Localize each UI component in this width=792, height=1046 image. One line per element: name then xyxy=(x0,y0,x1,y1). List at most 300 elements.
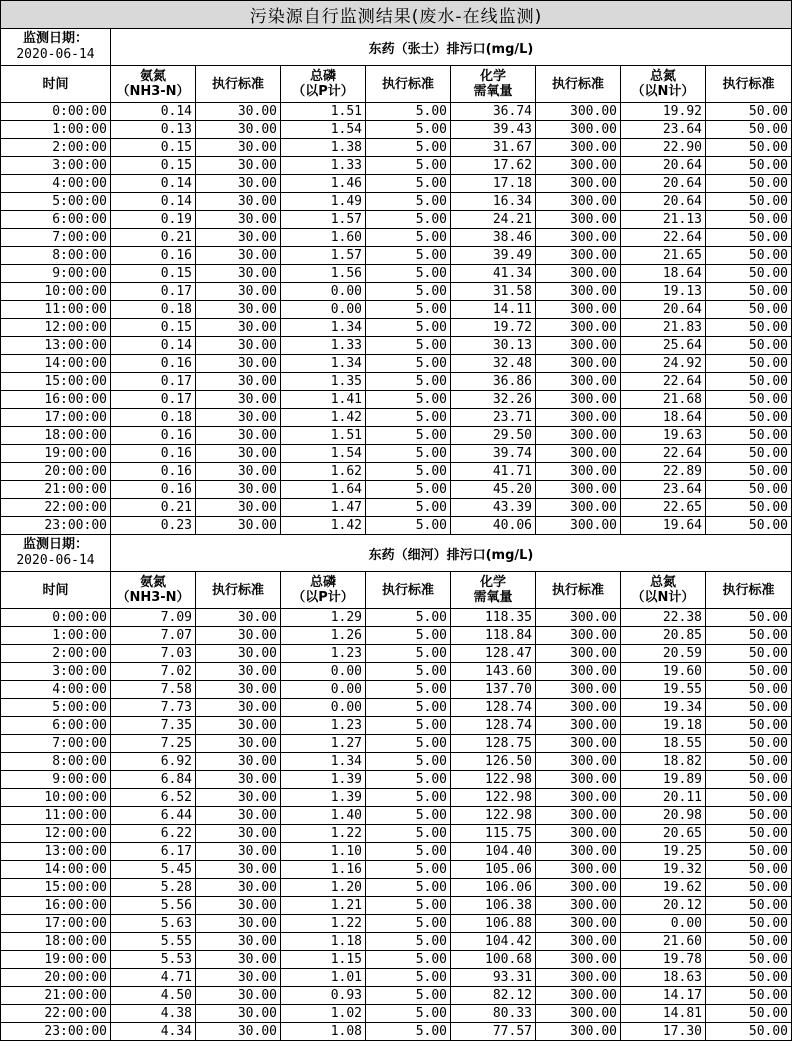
cell-total-phosphorus: 1.22 xyxy=(281,825,366,843)
cell-time: 8:00:00 xyxy=(1,753,111,771)
header-standard-line: 执行标准 xyxy=(381,582,434,598)
cell-ammonia-standard: 30.00 xyxy=(196,717,281,735)
cell-total-phosphorus: 1.51 xyxy=(281,427,366,445)
cell-cod-standard: 300.00 xyxy=(536,879,621,897)
cell-total-phosphorus: 1.22 xyxy=(281,915,366,933)
cell-ammonia-standard: 30.00 xyxy=(196,735,281,753)
cell-total-nitrogen: 23.64 xyxy=(621,121,706,139)
cell-total-phosphorus: 1.54 xyxy=(281,121,366,139)
cell-time: 0:00:00 xyxy=(1,609,111,627)
cell-phosphorus-standard: 5.00 xyxy=(366,879,451,897)
cell-time: 16:00:00 xyxy=(1,391,111,409)
header-standard-line: 执行标准 xyxy=(211,582,264,598)
table-row xyxy=(1,915,792,933)
cell-nitrogen-standard: 50.00 xyxy=(706,879,792,897)
cell-cod-standard: 300.00 xyxy=(536,175,621,193)
cell-phosphorus-standard: 5.00 xyxy=(366,481,451,499)
cell-time: 16:00:00 xyxy=(1,897,111,915)
cell-phosphorus-standard: 5.00 xyxy=(366,1023,451,1041)
header-cod-line: 需氧量 xyxy=(473,590,513,605)
cell-cod-standard: 300.00 xyxy=(536,843,621,861)
cell-ammonia-standard: 30.00 xyxy=(196,139,281,157)
cell-cod-standard: 300.00 xyxy=(536,391,621,409)
cell-ammonia-standard: 30.00 xyxy=(196,337,281,355)
cell-total-nitrogen: 0.00 xyxy=(621,915,706,933)
cell-time: 20:00:00 xyxy=(1,969,111,987)
outlet-name: 东药（细河）排污口(mg/L) xyxy=(111,535,792,572)
cell-cod: 106.06 xyxy=(451,879,536,897)
cell-time: 12:00:00 xyxy=(1,825,111,843)
cell-nitrogen-standard: 50.00 xyxy=(706,175,792,193)
cell-cod: 128.47 xyxy=(451,645,536,663)
table-row xyxy=(1,157,792,175)
cell-nitrogen-standard: 50.00 xyxy=(706,103,792,121)
cell-nitrogen-standard: 50.00 xyxy=(706,735,792,753)
cell-cod-standard: 300.00 xyxy=(536,139,621,157)
cell-ammonia-standard: 30.00 xyxy=(196,481,281,499)
cell-time: 6:00:00 xyxy=(1,211,111,229)
date-label: 监测日期： xyxy=(22,537,88,552)
cell-cod-standard: 300.00 xyxy=(536,301,621,319)
cell-cod: 30.13 xyxy=(451,337,536,355)
cell-nitrogen-standard: 50.00 xyxy=(706,699,792,717)
cell-cod-standard: 300.00 xyxy=(536,771,621,789)
cell-ammonia: 0.13 xyxy=(111,121,196,139)
cell-nitrogen-standard: 50.00 xyxy=(706,807,792,825)
cell-ammonia: 0.19 xyxy=(111,211,196,229)
cell-nitrogen-standard: 50.00 xyxy=(706,265,792,283)
cell-ammonia-standard: 30.00 xyxy=(196,681,281,699)
cell-ammonia: 0.16 xyxy=(111,427,196,445)
cell-total-nitrogen: 19.89 xyxy=(621,771,706,789)
cell-total-phosphorus: 1.57 xyxy=(281,247,366,265)
cell-ammonia: 0.14 xyxy=(111,175,196,193)
cell-nitrogen-standard: 50.00 xyxy=(706,499,792,517)
table-row xyxy=(1,987,792,1005)
header-cod-line: 需氧量 xyxy=(473,84,513,99)
cell-nitrogen-standard: 50.00 xyxy=(706,139,792,157)
table-row xyxy=(1,445,792,463)
cell-cod: 105.06 xyxy=(451,861,536,879)
cell-cod-standard: 300.00 xyxy=(536,409,621,427)
cell-ammonia: 0.18 xyxy=(111,301,196,319)
cell-nitrogen-standard: 50.00 xyxy=(706,229,792,247)
header-total-nitrogen-line: （以N计） xyxy=(631,590,695,605)
cell-total-nitrogen: 20.64 xyxy=(621,301,706,319)
header-ammonia-line: （NH3-N） xyxy=(116,590,190,605)
cell-ammonia-standard: 30.00 xyxy=(196,283,281,301)
cell-ammonia-standard: 30.00 xyxy=(196,265,281,283)
cell-total-phosphorus: 1.34 xyxy=(281,355,366,373)
table-row xyxy=(1,699,792,717)
cell-total-phosphorus: 1.39 xyxy=(281,771,366,789)
cell-total-phosphorus: 1.23 xyxy=(281,717,366,735)
table-row xyxy=(1,771,792,789)
cell-time: 13:00:00 xyxy=(1,843,111,861)
cell-time: 22:00:00 xyxy=(1,1005,111,1023)
cell-ammonia: 5.55 xyxy=(111,933,196,951)
header-ammonia-line: 氨氮 xyxy=(139,69,166,84)
cell-total-nitrogen: 22.38 xyxy=(621,609,706,627)
header-standard-line: 执行标准 xyxy=(381,76,434,92)
cell-nitrogen-standard: 50.00 xyxy=(706,1005,792,1023)
cell-total-phosphorus: 1.41 xyxy=(281,391,366,409)
cell-time: 17:00:00 xyxy=(1,409,111,427)
cell-ammonia: 7.25 xyxy=(111,735,196,753)
cell-nitrogen-standard: 50.00 xyxy=(706,897,792,915)
header-cod-line: 化学 xyxy=(479,69,506,84)
cell-phosphorus-standard: 5.00 xyxy=(366,247,451,265)
cell-total-nitrogen: 19.25 xyxy=(621,843,706,861)
cell-cod: 104.40 xyxy=(451,843,536,861)
cell-cod-standard: 300.00 xyxy=(536,157,621,175)
section-info-row xyxy=(1,535,792,572)
cell-ammonia-standard: 30.00 xyxy=(196,175,281,193)
cell-phosphorus-standard: 5.00 xyxy=(366,609,451,627)
cell-phosphorus-standard: 5.00 xyxy=(366,355,451,373)
table-row xyxy=(1,139,792,157)
cell-phosphorus-standard: 5.00 xyxy=(366,121,451,139)
cell-total-nitrogen: 22.65 xyxy=(621,499,706,517)
column-header-row xyxy=(1,66,792,103)
cell-phosphorus-standard: 5.00 xyxy=(366,789,451,807)
date-value: 2020-06-14 xyxy=(16,553,95,568)
cell-phosphorus-standard: 5.00 xyxy=(366,139,451,157)
cell-cod: 77.57 xyxy=(451,1023,536,1041)
cell-cod-standard: 300.00 xyxy=(536,445,621,463)
cell-ammonia: 7.35 xyxy=(111,717,196,735)
cell-nitrogen-standard: 50.00 xyxy=(706,157,792,175)
cell-total-nitrogen: 20.11 xyxy=(621,789,706,807)
cell-cod: 17.62 xyxy=(451,157,536,175)
cell-phosphorus-standard: 5.00 xyxy=(366,717,451,735)
cell-time: 2:00:00 xyxy=(1,645,111,663)
cell-total-nitrogen: 19.60 xyxy=(621,663,706,681)
cell-ammonia: 0.15 xyxy=(111,139,196,157)
cell-ammonia: 6.84 xyxy=(111,771,196,789)
cell-nitrogen-standard: 50.00 xyxy=(706,843,792,861)
cell-total-phosphorus: 1.21 xyxy=(281,897,366,915)
cell-total-nitrogen: 19.78 xyxy=(621,951,706,969)
table-row xyxy=(1,427,792,445)
cell-cod-standard: 300.00 xyxy=(536,915,621,933)
header-total-nitrogen-line: （以N计） xyxy=(631,84,695,99)
cell-cod: 106.88 xyxy=(451,915,536,933)
cell-time: 13:00:00 xyxy=(1,337,111,355)
cell-total-phosphorus: 1.33 xyxy=(281,157,366,175)
cell-phosphorus-standard: 5.00 xyxy=(366,373,451,391)
cell-total-nitrogen: 22.64 xyxy=(621,229,706,247)
cell-cod: 43.39 xyxy=(451,499,536,517)
cell-ammonia: 0.23 xyxy=(111,517,196,535)
table-row xyxy=(1,481,792,499)
cell-cod-standard: 300.00 xyxy=(536,283,621,301)
cell-total-nitrogen: 20.64 xyxy=(621,193,706,211)
table-row xyxy=(1,121,792,139)
table-row xyxy=(1,499,792,517)
cell-time: 7:00:00 xyxy=(1,229,111,247)
cell-cod: 115.75 xyxy=(451,825,536,843)
table-row xyxy=(1,391,792,409)
cell-cod-standard: 300.00 xyxy=(536,861,621,879)
table-row xyxy=(1,337,792,355)
cell-total-phosphorus: 1.27 xyxy=(281,735,366,753)
header-total-phosphorus xyxy=(281,572,366,609)
cell-ammonia: 6.22 xyxy=(111,825,196,843)
cell-time: 19:00:00 xyxy=(1,445,111,463)
cell-total-phosphorus: 1.16 xyxy=(281,861,366,879)
cell-ammonia-standard: 30.00 xyxy=(196,499,281,517)
cell-phosphorus-standard: 5.00 xyxy=(366,103,451,121)
cell-cod: 128.74 xyxy=(451,717,536,735)
table-row xyxy=(1,843,792,861)
table-row xyxy=(1,879,792,897)
cell-cod: 24.21 xyxy=(451,211,536,229)
cell-total-nitrogen: 18.64 xyxy=(621,409,706,427)
header-ammonia-line: 氨氮 xyxy=(139,575,166,590)
header-ammonia xyxy=(111,66,196,103)
table-row xyxy=(1,229,792,247)
cell-cod-standard: 300.00 xyxy=(536,373,621,391)
cell-phosphorus-standard: 5.00 xyxy=(366,265,451,283)
cell-cod: 36.74 xyxy=(451,103,536,121)
cell-nitrogen-standard: 50.00 xyxy=(706,681,792,699)
table-row xyxy=(1,609,792,627)
cell-ammonia: 0.14 xyxy=(111,337,196,355)
table-row xyxy=(1,753,792,771)
cell-phosphorus-standard: 5.00 xyxy=(366,283,451,301)
cell-cod: 39.49 xyxy=(451,247,536,265)
cell-nitrogen-standard: 50.00 xyxy=(706,355,792,373)
cell-time: 18:00:00 xyxy=(1,933,111,951)
cell-total-phosphorus: 1.23 xyxy=(281,645,366,663)
cell-total-nitrogen: 19.13 xyxy=(621,283,706,301)
cell-ammonia-standard: 30.00 xyxy=(196,409,281,427)
cell-nitrogen-standard: 50.00 xyxy=(706,663,792,681)
cell-ammonia-standard: 30.00 xyxy=(196,1005,281,1023)
table-row xyxy=(1,645,792,663)
header-standard xyxy=(706,572,792,609)
cell-nitrogen-standard: 50.00 xyxy=(706,517,792,535)
table-row xyxy=(1,951,792,969)
cell-ammonia: 7.09 xyxy=(111,609,196,627)
table-row xyxy=(1,897,792,915)
cell-time: 1:00:00 xyxy=(1,627,111,645)
cell-total-phosphorus: 1.20 xyxy=(281,879,366,897)
table-row xyxy=(1,663,792,681)
cell-total-phosphorus: 0.00 xyxy=(281,699,366,717)
cell-total-nitrogen: 22.90 xyxy=(621,139,706,157)
header-standard xyxy=(196,66,281,103)
cell-total-phosphorus: 1.56 xyxy=(281,265,366,283)
cell-ammonia-standard: 30.00 xyxy=(196,355,281,373)
cell-ammonia: 4.71 xyxy=(111,969,196,987)
cell-time: 19:00:00 xyxy=(1,951,111,969)
cell-cod: 31.58 xyxy=(451,283,536,301)
cell-phosphorus-standard: 5.00 xyxy=(366,771,451,789)
cell-cod-standard: 300.00 xyxy=(536,987,621,1005)
cell-cod: 118.35 xyxy=(451,609,536,627)
cell-total-phosphorus: 1.49 xyxy=(281,193,366,211)
cell-ammonia: 5.63 xyxy=(111,915,196,933)
header-total-nitrogen-line: 总氮 xyxy=(649,69,676,84)
cell-time: 4:00:00 xyxy=(1,175,111,193)
cell-ammonia-standard: 30.00 xyxy=(196,463,281,481)
cell-time: 18:00:00 xyxy=(1,427,111,445)
table-row xyxy=(1,933,792,951)
header-total-phosphorus-line: （以P计） xyxy=(292,84,354,99)
cell-total-phosphorus: 1.08 xyxy=(281,1023,366,1041)
table-row xyxy=(1,211,792,229)
cell-ammonia-standard: 30.00 xyxy=(196,373,281,391)
cell-total-nitrogen: 21.13 xyxy=(621,211,706,229)
cell-total-phosphorus: 1.51 xyxy=(281,103,366,121)
cell-ammonia-standard: 30.00 xyxy=(196,897,281,915)
cell-cod: 32.48 xyxy=(451,355,536,373)
cell-time: 11:00:00 xyxy=(1,301,111,319)
cell-nitrogen-standard: 50.00 xyxy=(706,609,792,627)
cell-ammonia-standard: 30.00 xyxy=(196,193,281,211)
cell-cod-standard: 300.00 xyxy=(536,355,621,373)
cell-cod: 41.71 xyxy=(451,463,536,481)
cell-time: 14:00:00 xyxy=(1,355,111,373)
header-standard xyxy=(536,572,621,609)
table-row xyxy=(1,717,792,735)
table-row xyxy=(1,373,792,391)
cell-phosphorus-standard: 5.00 xyxy=(366,211,451,229)
cell-nitrogen-standard: 50.00 xyxy=(706,987,792,1005)
cell-total-phosphorus: 0.00 xyxy=(281,663,366,681)
cell-cod: 41.34 xyxy=(451,265,536,283)
cell-ammonia: 0.18 xyxy=(111,409,196,427)
cell-ammonia: 0.17 xyxy=(111,283,196,301)
cell-cod-standard: 300.00 xyxy=(536,897,621,915)
cell-time: 9:00:00 xyxy=(1,265,111,283)
table-row xyxy=(1,283,792,301)
cell-nitrogen-standard: 50.00 xyxy=(706,283,792,301)
cell-time: 12:00:00 xyxy=(1,319,111,337)
table-row xyxy=(1,1023,792,1041)
cell-phosphorus-standard: 5.00 xyxy=(366,645,451,663)
cell-ammonia: 0.14 xyxy=(111,193,196,211)
table-row xyxy=(1,807,792,825)
cell-phosphorus-standard: 5.00 xyxy=(366,157,451,175)
header-standard-line: 执行标准 xyxy=(722,582,775,598)
cell-total-phosphorus: 1.47 xyxy=(281,499,366,517)
cell-total-nitrogen: 14.17 xyxy=(621,987,706,1005)
table-row xyxy=(1,265,792,283)
cell-phosphorus-standard: 5.00 xyxy=(366,915,451,933)
cell-cod: 45.20 xyxy=(451,481,536,499)
cell-cod: 80.33 xyxy=(451,1005,536,1023)
cell-total-phosphorus: 1.33 xyxy=(281,337,366,355)
cell-cod-standard: 300.00 xyxy=(536,481,621,499)
cell-total-nitrogen: 22.64 xyxy=(621,373,706,391)
cell-ammonia: 6.17 xyxy=(111,843,196,861)
cell-total-phosphorus: 1.26 xyxy=(281,627,366,645)
cell-nitrogen-standard: 50.00 xyxy=(706,301,792,319)
cell-cod-standard: 300.00 xyxy=(536,247,621,265)
cell-cod-standard: 300.00 xyxy=(536,517,621,535)
section-info-row xyxy=(1,29,792,66)
cell-time: 8:00:00 xyxy=(1,247,111,265)
header-standard-line: 执行标准 xyxy=(211,76,264,92)
cell-ammonia: 5.53 xyxy=(111,951,196,969)
cell-ammonia-standard: 30.00 xyxy=(196,157,281,175)
cell-total-nitrogen: 24.92 xyxy=(621,355,706,373)
cell-time: 5:00:00 xyxy=(1,193,111,211)
cell-cod: 32.26 xyxy=(451,391,536,409)
cell-cod-standard: 300.00 xyxy=(536,699,621,717)
cell-total-phosphorus: 1.29 xyxy=(281,609,366,627)
cell-ammonia: 5.28 xyxy=(111,879,196,897)
cell-cod-standard: 300.00 xyxy=(536,753,621,771)
cell-cod-standard: 300.00 xyxy=(536,627,621,645)
cell-total-nitrogen: 25.64 xyxy=(621,337,706,355)
cell-nitrogen-standard: 50.00 xyxy=(706,825,792,843)
cell-time: 5:00:00 xyxy=(1,699,111,717)
cell-nitrogen-standard: 50.00 xyxy=(706,717,792,735)
cell-cod-standard: 300.00 xyxy=(536,735,621,753)
cell-cod: 143.60 xyxy=(451,663,536,681)
table-row xyxy=(1,627,792,645)
cell-cod: 16.34 xyxy=(451,193,536,211)
cell-ammonia: 0.15 xyxy=(111,319,196,337)
cell-nitrogen-standard: 50.00 xyxy=(706,627,792,645)
monitoring-date xyxy=(1,29,111,66)
header-time xyxy=(1,66,111,103)
cell-time: 10:00:00 xyxy=(1,283,111,301)
cell-phosphorus-standard: 5.00 xyxy=(366,409,451,427)
cell-total-nitrogen: 20.12 xyxy=(621,897,706,915)
cell-cod: 128.75 xyxy=(451,735,536,753)
cell-total-nitrogen: 17.30 xyxy=(621,1023,706,1041)
cell-cod-standard: 300.00 xyxy=(536,319,621,337)
cell-cod-standard: 300.00 xyxy=(536,121,621,139)
cell-ammonia-standard: 30.00 xyxy=(196,807,281,825)
cell-ammonia-standard: 30.00 xyxy=(196,445,281,463)
cell-total-nitrogen: 18.64 xyxy=(621,265,706,283)
cell-cod: 17.18 xyxy=(451,175,536,193)
cell-phosphorus-standard: 5.00 xyxy=(366,301,451,319)
cell-nitrogen-standard: 50.00 xyxy=(706,211,792,229)
cell-total-phosphorus: 1.60 xyxy=(281,229,366,247)
cell-ammonia: 0.16 xyxy=(111,247,196,265)
cell-cod: 31.67 xyxy=(451,139,536,157)
cell-total-phosphorus: 1.64 xyxy=(281,481,366,499)
cell-cod-standard: 300.00 xyxy=(536,337,621,355)
cell-ammonia-standard: 30.00 xyxy=(196,843,281,861)
table-row xyxy=(1,861,792,879)
cell-cod: 122.98 xyxy=(451,789,536,807)
cell-total-nitrogen: 20.64 xyxy=(621,175,706,193)
table-row xyxy=(1,681,792,699)
cell-phosphorus-standard: 5.00 xyxy=(366,319,451,337)
cell-time: 7:00:00 xyxy=(1,735,111,753)
cell-total-phosphorus: 0.00 xyxy=(281,301,366,319)
header-total-phosphorus-line: 总磷 xyxy=(309,69,336,84)
cell-cod-standard: 300.00 xyxy=(536,427,621,445)
cell-total-nitrogen: 23.64 xyxy=(621,481,706,499)
cell-ammonia-standard: 30.00 xyxy=(196,969,281,987)
cell-ammonia-standard: 30.00 xyxy=(196,609,281,627)
cell-ammonia: 0.15 xyxy=(111,265,196,283)
header-total-nitrogen xyxy=(621,66,706,103)
cell-ammonia-standard: 30.00 xyxy=(196,391,281,409)
cell-total-phosphorus: 1.38 xyxy=(281,139,366,157)
cell-ammonia: 0.17 xyxy=(111,391,196,409)
header-total-phosphorus-line: 总磷 xyxy=(309,575,336,590)
